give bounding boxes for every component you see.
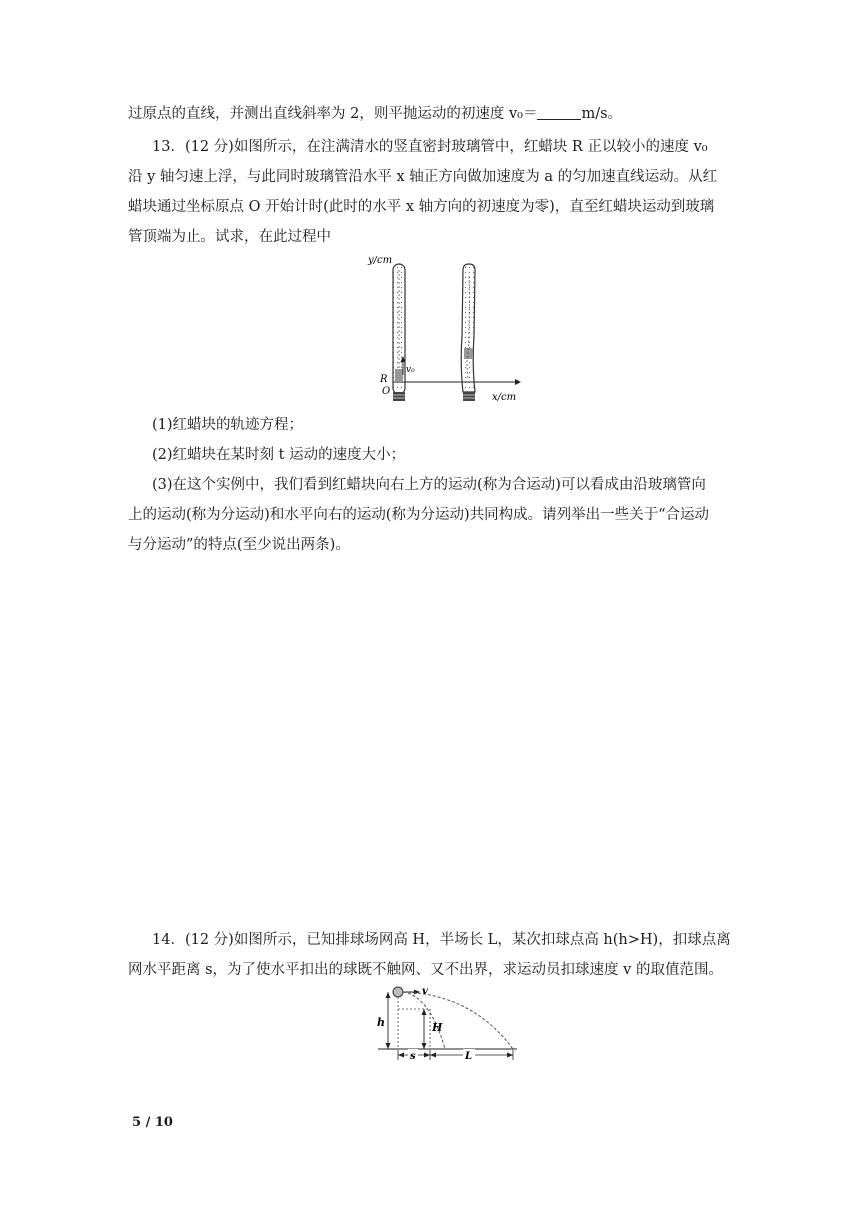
right-glass-tube <box>461 264 475 401</box>
intro-text: 过原点的直线，并测出直线斜率为 2，则平抛运动的初速度 v₀＝ <box>128 106 538 122</box>
q13-line3: 蜡块通过坐标原点 O 开始计时(此时的水平 x 轴方向的初速度为零)，直至红蜡块运动到玻璃 <box>128 199 715 215</box>
x-axis-label: x/cm <box>492 392 517 403</box>
intro-unit: m/s。 <box>581 106 623 122</box>
trajectory-long <box>403 992 513 1049</box>
r-label: R <box>380 374 388 385</box>
q13-line1: 13．(12 分)如图所示，在注满清水的竖直密封玻璃管中，红蜡块 R 正以较小的速度 v₀ <box>152 139 708 155</box>
q13-figure-glass-tubes <box>360 256 530 410</box>
q13-sub3-line3: 与分运动”的特点(至少说出两条)。 <box>128 537 350 553</box>
answer-blank <box>537 105 581 120</box>
o-label: O <box>382 386 391 397</box>
q13-sub1: (1)红蜡块的轨迹方程； <box>152 417 304 433</box>
y-axis-label: y/cm <box>368 256 393 266</box>
v-label: v <box>422 986 428 997</box>
red-wax-block-r <box>395 369 403 381</box>
q13-line4: 管顶端为止。试求，在此过程中 <box>128 229 331 245</box>
h-label: h <box>377 1016 385 1029</box>
q13-sub2: (2)红蜡块在某时刻 t 运动的速度大小； <box>152 447 406 463</box>
q13-line2: 沿 y 轴匀速上浮，与此同时玻璃管沿水平 x 轴正方向做加速度为 a 的匀加速直线运动。从红 <box>128 169 718 185</box>
q13-sub3-line2: 上的运动(称为分运动)和水平向右的运动(称为分运动)共同构成。请列举出一些关于“合运动 <box>128 507 710 523</box>
q14-line1: 14．(12 分)如图所示，已知排球场网高 H，半场长 L，某次扣球点高 h(h>H)，扣球点离 <box>152 932 731 948</box>
q14-line2: 网水平距离 s，为了使水平扣出的球既不触网、又不出界，求运动员扣球速度 v 的取值范围。 <box>128 962 723 978</box>
ball <box>393 987 403 997</box>
page-number: 5 / 10 <box>132 1115 173 1130</box>
x-axis-arrow <box>515 379 521 385</box>
H-label: H <box>432 1021 443 1034</box>
L-label: L <box>465 1051 473 1062</box>
s-label: s <box>410 1051 416 1062</box>
q14-figure-volleyball <box>372 984 522 1064</box>
left-glass-tube <box>393 264 405 401</box>
q13-sub3-line1: (3)在这个实例中，我们看到红蜡块向右上方的运动(称为合运动)可以看成由沿玻璃管向 <box>152 477 706 493</box>
intro-line <box>128 104 742 124</box>
v0-label: v₀ <box>406 365 415 375</box>
ball-velocity-arrow <box>414 990 420 995</box>
